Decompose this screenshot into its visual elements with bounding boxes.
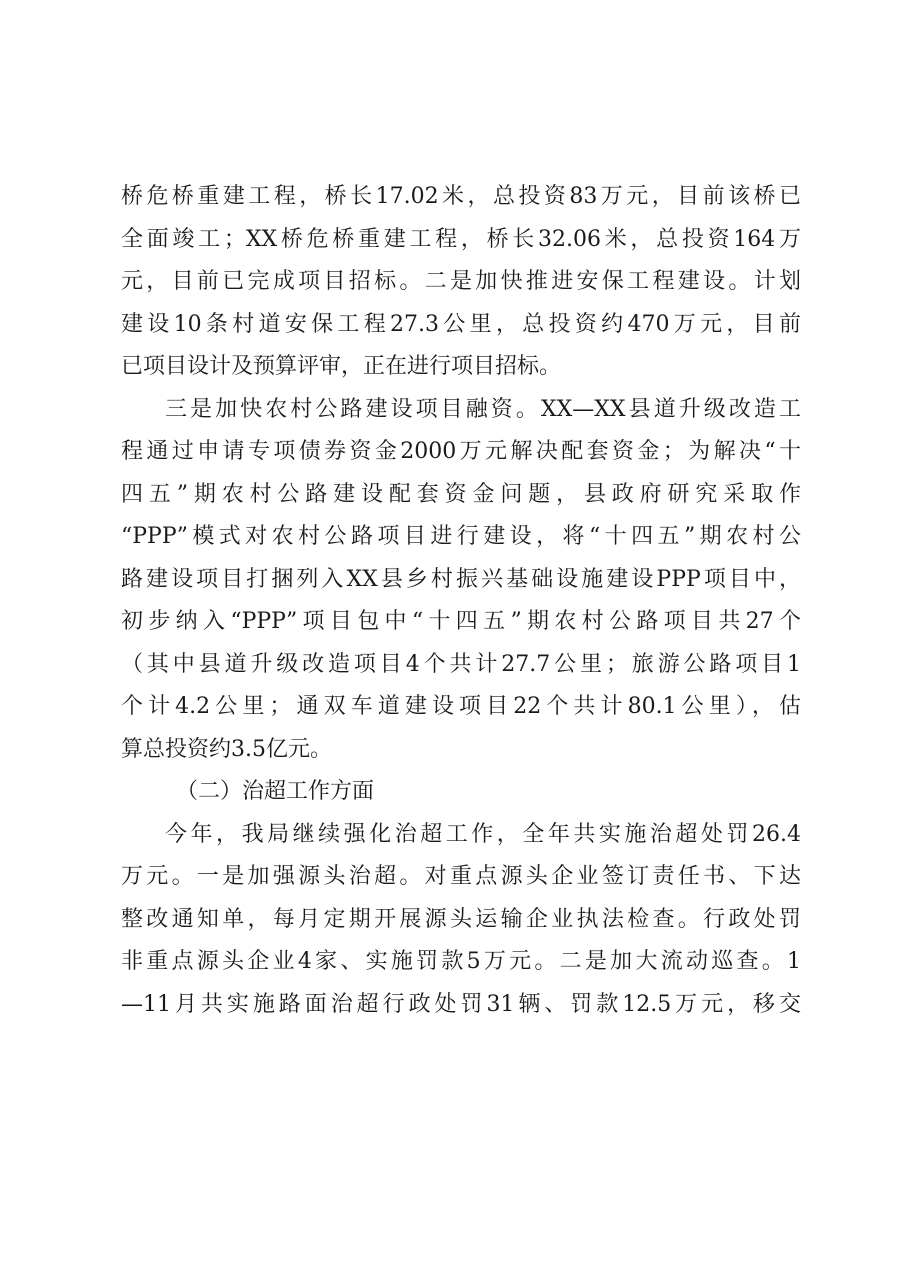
text-line: 整改通知单，每月定期开展源头运输企业执法检查。行政处罚: [121, 906, 801, 932]
paragraph-overload-control: [121, 814, 801, 1027]
section-heading-text: （二）治超工作方面: [176, 779, 375, 804]
text-line: “PPP”模式对农村公路项目进行建设，将“十四五”期农村公: [121, 524, 801, 549]
text-line: 全面竣工；XX桥危桥重建工程，桥长32.06米，总投资164万: [121, 226, 801, 252]
text-line: 三是加快农村公路建设项目融资。XX—XX县道升级改造工: [165, 396, 801, 422]
text-line: 四五”期农村公路建设配套资金问题，县政府研究采取作: [121, 481, 801, 507]
text-line: —11月共实施路面治超行政处罚31辆、罚款12.5万元，移交: [121, 991, 801, 1017]
paragraph-financing: [121, 389, 801, 772]
text-line: 路建设项目打捆列入XX县乡村振兴基础设施建设PPP项目中，: [121, 566, 801, 592]
text-line: （其中县道升级改造项目4个共计27.7公里；旅游公路项目1: [121, 651, 801, 677]
text-line: 非重点源头企业4家、实施罚款5万元。二是加大流动巡查。1: [121, 949, 801, 974]
text-line: 算总投资约3.5亿元。: [121, 736, 332, 762]
section-heading: [121, 771, 801, 814]
document-body: [121, 176, 801, 1026]
text-line: 建设10条村道安保工程27.3公里，总投资约470万元，目前: [121, 311, 801, 337]
text-line: 个计4.2公里；通双车道建设项目22个共计80.1公里），估: [121, 694, 801, 719]
text-line: 万元。一是加强源头治超。对重点源头企业签订责任书、下达: [121, 864, 801, 889]
text-line: 桥危桥重建工程，桥长17.02米，总投资83万元，目前该桥已: [121, 184, 801, 209]
text-line: 初步纳入“PPP”项目包中“十四五”期农村公路项目共27个: [121, 609, 801, 634]
text-line: 今年，我局继续强化治超工作，全年共实施治超处罚26.4: [165, 821, 801, 847]
paragraph-bridge-projects: [121, 176, 801, 389]
text-line: 程通过申请专项债券资金2000万元解决配套资金；为解决“十: [121, 439, 801, 464]
text-line: 元，目前已完成项目招标。二是加快推进安保工程建设。计划: [121, 269, 801, 294]
text-line: 已项目设计及预算评审，正在进行项目招标。: [121, 354, 562, 379]
